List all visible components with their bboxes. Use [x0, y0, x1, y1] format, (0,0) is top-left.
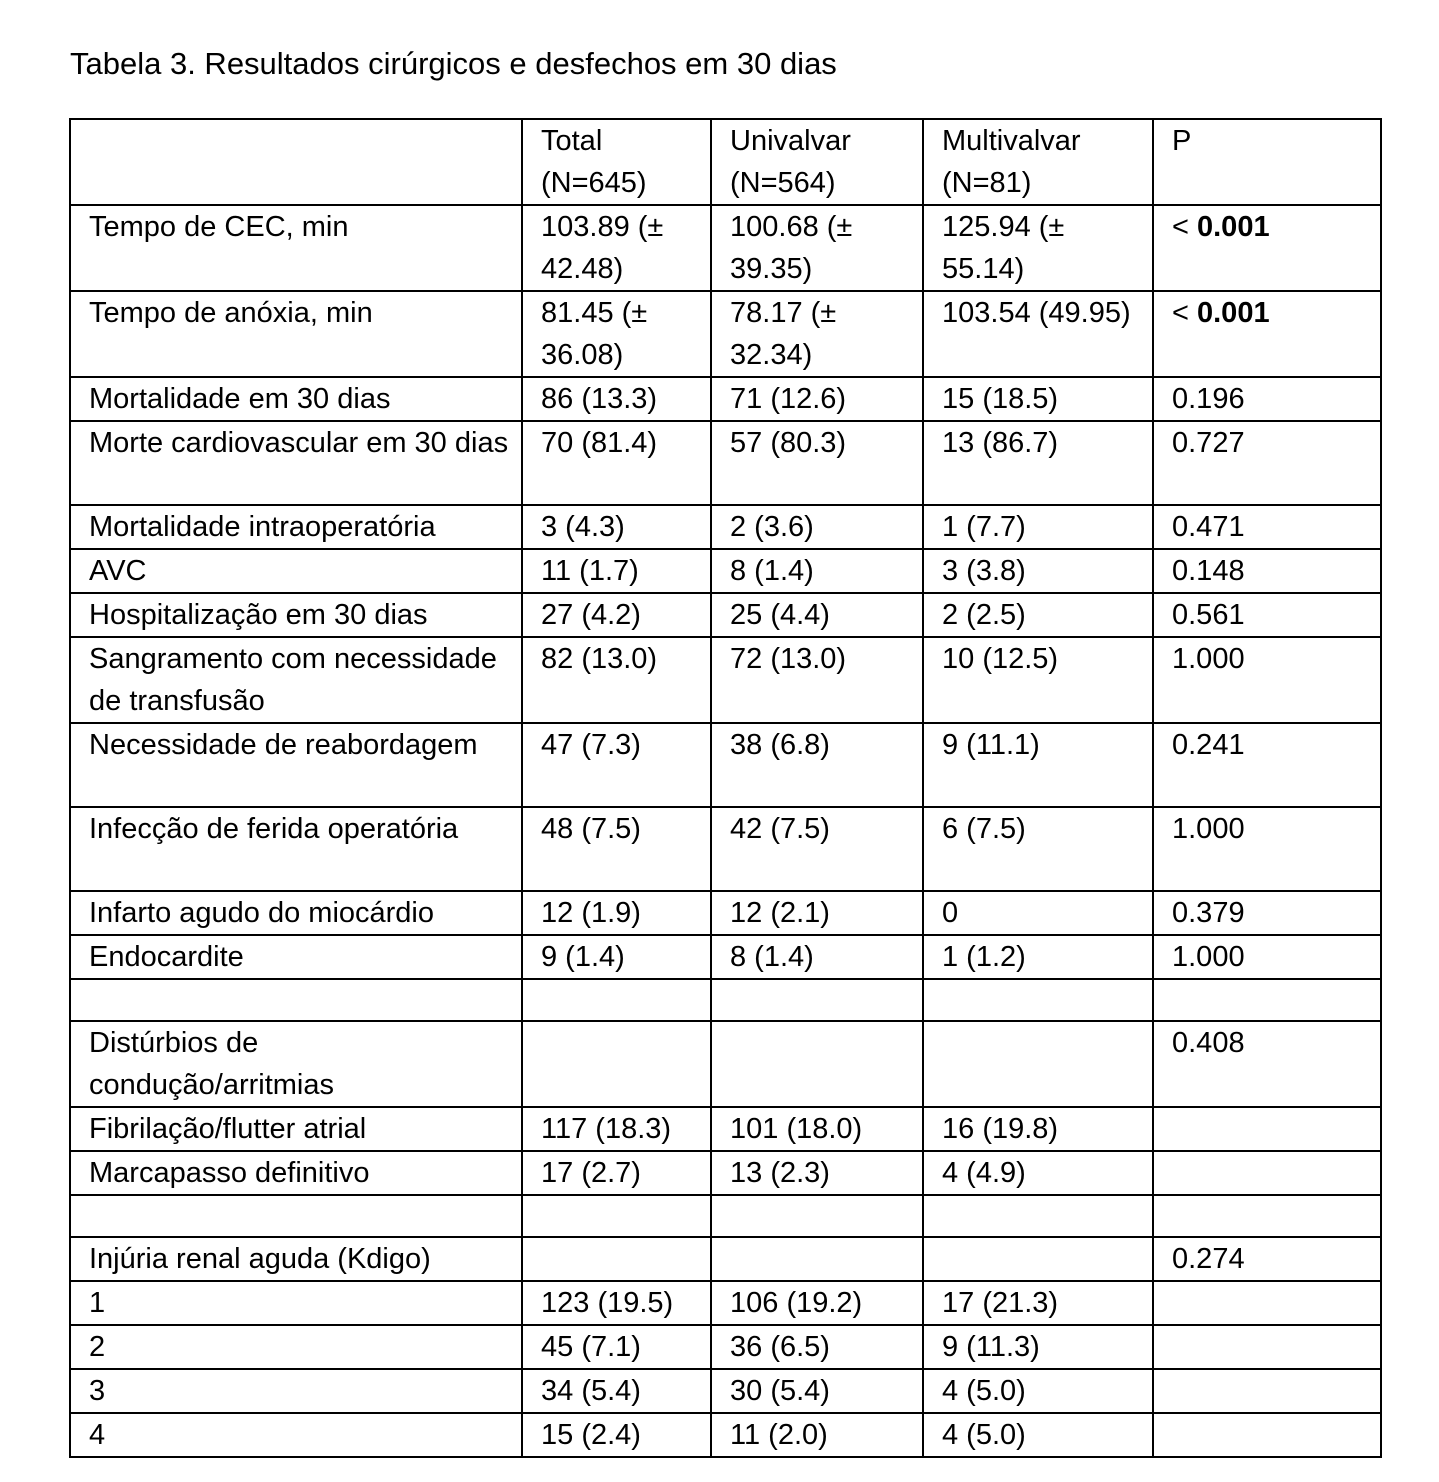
cell-univalvar: 36 (6.5) [711, 1325, 923, 1369]
cell-total [522, 1021, 711, 1107]
table-row [70, 1413, 1381, 1457]
cell-multivalvar: 15 (18.5) [923, 377, 1153, 421]
cell-multivalvar: 1 (7.7) [923, 505, 1153, 549]
cell-p [1153, 377, 1381, 421]
table-row [70, 505, 1381, 549]
table-caption: Tabela 3. Resultados cirúrgicos e desfechos em 30 dias [70, 46, 837, 81]
table-row [70, 723, 1381, 807]
p-value-number: 1.000 [1172, 643, 1245, 675]
cell-univalvar: 13 (2.3) [711, 1151, 923, 1195]
table-row [70, 1281, 1381, 1325]
cell-multivalvar: 9 (11.1) [923, 723, 1153, 807]
cell-p [1153, 421, 1381, 505]
cell-univalvar [711, 1195, 923, 1237]
cell-multivalvar: 10 (12.5) [923, 637, 1153, 723]
cell-multivalvar: 125.94 (± 55.14) [923, 205, 1153, 291]
cell-univalvar: 71 (12.6) [711, 377, 923, 421]
table-row [70, 1107, 1381, 1151]
p-value [1172, 599, 1245, 631]
table-row [70, 1325, 1381, 1369]
cell-multivalvar: 0 [923, 891, 1153, 935]
cell-p [1153, 891, 1381, 935]
p-value [1172, 1243, 1245, 1275]
cell-label: 4 [70, 1413, 522, 1457]
table-row [70, 637, 1381, 723]
cell-total: 48 (7.5) [522, 807, 711, 891]
cell-total: 47 (7.3) [522, 723, 711, 807]
cell-p [1153, 1021, 1381, 1107]
cell-univalvar: 100.68 (± 39.35) [711, 205, 923, 291]
cell-label: 3 [70, 1369, 522, 1413]
table-row [70, 1021, 1381, 1107]
cell-p [1153, 1325, 1381, 1369]
cell-multivalvar: 4 (5.0) [923, 1369, 1153, 1413]
cell-multivalvar [923, 979, 1153, 1021]
header-cell-total: Total (N=645) [522, 119, 711, 205]
cell-p [1153, 1195, 1381, 1237]
cell-label: Mortalidade intraoperatória [70, 505, 522, 549]
cell-total: 9 (1.4) [522, 935, 711, 979]
cell-univalvar [711, 1021, 923, 1107]
p-value-number: 0.379 [1172, 897, 1245, 929]
cell-label: AVC [70, 549, 522, 593]
p-value [1172, 729, 1245, 761]
cell-label [70, 1195, 522, 1237]
cell-label: Marcapasso definitivo [70, 1151, 522, 1195]
cell-label [70, 979, 522, 1021]
cell-p [1153, 1281, 1381, 1325]
cell-multivalvar: 4 (5.0) [923, 1413, 1153, 1457]
table-row [70, 549, 1381, 593]
table-row [70, 1151, 1381, 1195]
cell-multivalvar: 13 (86.7) [923, 421, 1153, 505]
cell-p [1153, 549, 1381, 593]
p-value [1172, 297, 1270, 329]
cell-total: 103.89 (± 42.48) [522, 205, 711, 291]
cell-total: 27 (4.2) [522, 593, 711, 637]
cell-univalvar: 25 (4.4) [711, 593, 923, 637]
p-value [1172, 511, 1245, 543]
cell-total: 81.45 (± 36.08) [522, 291, 711, 377]
table-row [70, 1369, 1381, 1413]
cell-p [1153, 637, 1381, 723]
p-value-number: 0.408 [1172, 1027, 1245, 1059]
cell-total: 3 (4.3) [522, 505, 711, 549]
table-row [70, 891, 1381, 935]
table-row [70, 291, 1381, 377]
cell-univalvar: 11 (2.0) [711, 1413, 923, 1457]
cell-univalvar [711, 1237, 923, 1281]
table-row [70, 935, 1381, 979]
cell-univalvar: 8 (1.4) [711, 935, 923, 979]
p-value-prefix: < [1172, 211, 1189, 243]
p-value-number: 0.148 [1172, 555, 1245, 587]
p-value-number: 0.561 [1172, 599, 1245, 631]
p-value [1172, 555, 1245, 587]
p-value-number: 0.001 [1197, 211, 1270, 243]
cell-total: 82 (13.0) [522, 637, 711, 723]
cell-multivalvar: 2 (2.5) [923, 593, 1153, 637]
cell-label: Mortalidade em 30 dias [70, 377, 522, 421]
cell-label: Distúrbios de condução/arritmias [70, 1021, 522, 1107]
table-row [70, 1237, 1381, 1281]
cell-total: 17 (2.7) [522, 1151, 711, 1195]
table-body [70, 205, 1381, 1457]
cell-multivalvar [923, 1237, 1153, 1281]
cell-label: Infecção de ferida operatória [70, 807, 522, 891]
cell-total: 15 (2.4) [522, 1413, 711, 1457]
cell-multivalvar [923, 1195, 1153, 1237]
cell-p [1153, 723, 1381, 807]
p-value [1172, 941, 1245, 973]
p-value [1172, 1027, 1245, 1059]
p-value-number: 0.196 [1172, 383, 1245, 415]
p-value [1172, 643, 1245, 675]
cell-p [1153, 807, 1381, 891]
cell-univalvar: 78.17 (± 32.34) [711, 291, 923, 377]
p-value-prefix: < [1172, 297, 1189, 329]
cell-multivalvar: 6 (7.5) [923, 807, 1153, 891]
cell-total: 11 (1.7) [522, 549, 711, 593]
p-value [1172, 427, 1245, 459]
header-cell-label [70, 119, 522, 205]
cell-label: Fibrilação/flutter atrial [70, 1107, 522, 1151]
header-cell-multivalvar: Multivalvar (N=81) [923, 119, 1153, 205]
cell-p [1153, 1151, 1381, 1195]
cell-label: Hospitalização em 30 dias [70, 593, 522, 637]
cell-label: Endocardite [70, 935, 522, 979]
cell-p [1153, 505, 1381, 549]
cell-label: Sangramento com necessidade de transfusão [70, 637, 522, 723]
p-value [1172, 813, 1245, 845]
cell-multivalvar: 1 (1.2) [923, 935, 1153, 979]
table-row [70, 205, 1381, 291]
table-row [70, 807, 1381, 891]
cell-label: Injúria renal aguda (Kdigo) [70, 1237, 522, 1281]
cell-univalvar: 30 (5.4) [711, 1369, 923, 1413]
cell-total: 12 (1.9) [522, 891, 711, 935]
cell-label: Morte cardiovascular em 30 dias [70, 421, 522, 505]
p-value [1172, 383, 1245, 415]
cell-total: 117 (18.3) [522, 1107, 711, 1151]
results-table [69, 118, 1382, 1458]
cell-univalvar: 2 (3.6) [711, 505, 923, 549]
cell-total: 123 (19.5) [522, 1281, 711, 1325]
p-value-number: 0.241 [1172, 729, 1245, 761]
p-value-number: 0.001 [1197, 297, 1270, 329]
p-value-number: 0.727 [1172, 427, 1245, 459]
table-row [70, 421, 1381, 505]
cell-univalvar [711, 979, 923, 1021]
cell-total: 45 (7.1) [522, 1325, 711, 1369]
cell-label: Necessidade de reabordagem [70, 723, 522, 807]
cell-univalvar: 42 (7.5) [711, 807, 923, 891]
cell-label: 2 [70, 1325, 522, 1369]
cell-label: Tempo de CEC, min [70, 205, 522, 291]
cell-p [1153, 979, 1381, 1021]
table-row [70, 377, 1381, 421]
header-row [70, 119, 1381, 205]
cell-univalvar: 57 (80.3) [711, 421, 923, 505]
cell-univalvar: 72 (13.0) [711, 637, 923, 723]
cell-label: 1 [70, 1281, 522, 1325]
cell-multivalvar: 103.54 (49.95) [923, 291, 1153, 377]
p-value [1172, 211, 1270, 243]
cell-total [522, 1237, 711, 1281]
cell-univalvar: 101 (18.0) [711, 1107, 923, 1151]
cell-total: 86 (13.3) [522, 377, 711, 421]
cell-univalvar: 106 (19.2) [711, 1281, 923, 1325]
p-value-number: 1.000 [1172, 813, 1245, 845]
cell-univalvar: 38 (6.8) [711, 723, 923, 807]
header-cell-p: P [1153, 119, 1381, 205]
cell-p [1153, 935, 1381, 979]
cell-p [1153, 1107, 1381, 1151]
cell-total [522, 1195, 711, 1237]
p-value-number: 0.274 [1172, 1243, 1245, 1275]
p-value [1172, 897, 1245, 929]
cell-univalvar: 8 (1.4) [711, 549, 923, 593]
cell-p [1153, 1413, 1381, 1457]
header-cell-univalvar: Univalvar (N=564) [711, 119, 923, 205]
cell-total: 70 (81.4) [522, 421, 711, 505]
p-value-number: 0.471 [1172, 511, 1245, 543]
cell-multivalvar: 17 (21.3) [923, 1281, 1153, 1325]
cell-p [1153, 1369, 1381, 1413]
cell-label: Infarto agudo do miocárdio [70, 891, 522, 935]
cell-p [1153, 205, 1381, 291]
cell-univalvar: 12 (2.1) [711, 891, 923, 935]
cell-multivalvar: 16 (19.8) [923, 1107, 1153, 1151]
cell-total [522, 979, 711, 1021]
cell-p [1153, 593, 1381, 637]
cell-multivalvar: 4 (4.9) [923, 1151, 1153, 1195]
cell-multivalvar [923, 1021, 1153, 1107]
cell-multivalvar: 9 (11.3) [923, 1325, 1153, 1369]
cell-total: 34 (5.4) [522, 1369, 711, 1413]
cell-label: Tempo de anóxia, min [70, 291, 522, 377]
table-row [70, 979, 1381, 1021]
cell-multivalvar: 3 (3.8) [923, 549, 1153, 593]
p-value-number: 1.000 [1172, 941, 1245, 973]
table-header [70, 119, 1381, 205]
table-row [70, 1195, 1381, 1237]
cell-p [1153, 1237, 1381, 1281]
table-row [70, 593, 1381, 637]
cell-p [1153, 291, 1381, 377]
